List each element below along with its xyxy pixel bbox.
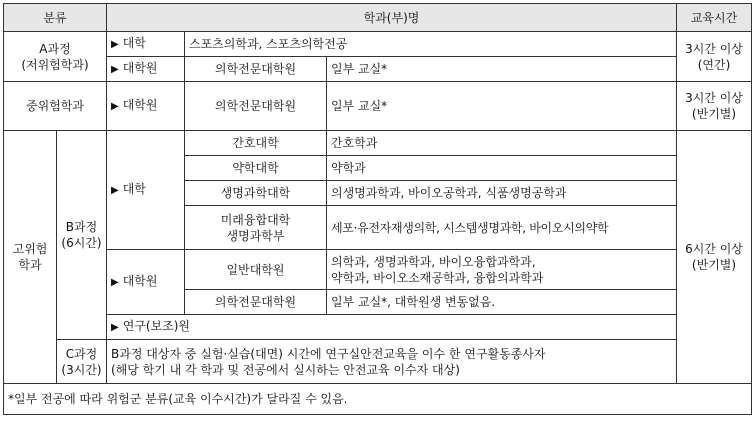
group-mid-grad-school: 의학전문대학원 bbox=[185, 82, 327, 131]
footnote: *일부 전공에 따라 위험군 분류(교육 이수시간)가 달라질 수 있음. bbox=[4, 384, 752, 415]
group-high-row-1 bbox=[4, 131, 752, 156]
college-depts: 의생명과학과, 바이오공학과, 식품생명공학과 bbox=[327, 181, 677, 206]
college-depts: 간호학과 bbox=[327, 131, 677, 156]
footnote-row bbox=[4, 384, 752, 415]
group-mid-hours: 3시간 이상 (반기별) bbox=[677, 82, 752, 131]
group-high-hours: 6시간 이상 (반기별) bbox=[677, 131, 752, 384]
header-department: 학과(부)명 bbox=[107, 4, 677, 32]
course-c-row-1 bbox=[4, 340, 752, 362]
grad-school-name: 일반대학원 bbox=[185, 250, 327, 290]
header-row bbox=[4, 4, 752, 32]
group-mid-grad-depts: 일부 교실* bbox=[327, 82, 677, 131]
bullet-icon: ▶ bbox=[111, 277, 119, 288]
college-name: 약학대학 bbox=[185, 156, 327, 181]
course-c-description: B과정 대상자 중 실험·실습(대면) 시간에 연구실안전교육을 이수 한 연구활동종사자 (해당 학기 내 각 학과 및 전공에서 실시하는 안전교육 이수자 대상) bbox=[107, 340, 677, 384]
group-mid-grad-label: ▶ 대학원 bbox=[107, 82, 185, 131]
group-a-univ-row bbox=[4, 32, 752, 57]
group-high-grad-row-1 bbox=[4, 250, 752, 290]
group-a-univ-depts: 스포츠의학과, 스포츠의학전공 bbox=[185, 32, 677, 57]
course-b-label: B과정 (6시간) bbox=[57, 131, 107, 340]
grad-school-depts: 의학과, 생명과학과, 바이오융합과학과, 약학과, 바이오소재공학과, 융합의과학과 bbox=[327, 250, 677, 290]
college-name: 간호대학 bbox=[185, 131, 327, 156]
header-category: 분류 bbox=[4, 4, 107, 32]
education-hours-table bbox=[3, 3, 752, 415]
college-name: 생명과학대학 bbox=[185, 181, 327, 206]
bullet-icon: ▶ bbox=[111, 185, 119, 196]
bullet-icon: ▶ bbox=[111, 64, 119, 75]
group-high-research-row bbox=[4, 315, 752, 340]
group-mid-name: 중위험학과 bbox=[4, 82, 107, 131]
group-a-univ-label: ▶ 대학 bbox=[107, 32, 185, 57]
course-c-label: C과정 (3시간) bbox=[57, 340, 107, 384]
bullet-icon: ▶ bbox=[111, 101, 119, 112]
grad-school-depts: 일부 교실*, 대학원생 변동없음. bbox=[327, 290, 677, 315]
group-high-name: 고위험 학과 bbox=[4, 131, 57, 384]
group-high-grad-label: ▶ 대학원 bbox=[107, 250, 185, 315]
research-staff-label: ▶ 연구(보조)원 bbox=[107, 315, 677, 340]
college-depts: 세포·유전자재생의학, 시스템생명과학, 바이오시의약학 bbox=[327, 206, 677, 250]
group-a-grad-row bbox=[4, 57, 752, 82]
grad-school-name: 의학전문대학원 bbox=[185, 290, 327, 315]
group-high-univ-label: ▶ 대학 bbox=[107, 131, 185, 250]
group-mid-row bbox=[4, 82, 752, 131]
group-a-grad-depts: 일부 교실* bbox=[327, 57, 677, 82]
college-depts: 약학과 bbox=[327, 156, 677, 181]
header-hours: 교육시간 bbox=[677, 4, 752, 32]
bullet-icon: ▶ bbox=[111, 322, 119, 333]
group-a-name: A과정 (저위험학과) bbox=[4, 32, 107, 82]
group-a-hours: 3시간 이상 (연간) bbox=[677, 32, 752, 82]
bullet-icon: ▶ bbox=[111, 39, 119, 50]
group-a-grad-school: 의학전문대학원 bbox=[185, 57, 327, 82]
group-a-grad-label: ▶ 대학원 bbox=[107, 57, 185, 82]
college-name: 미래융합대학 생명과학부 bbox=[185, 206, 327, 250]
